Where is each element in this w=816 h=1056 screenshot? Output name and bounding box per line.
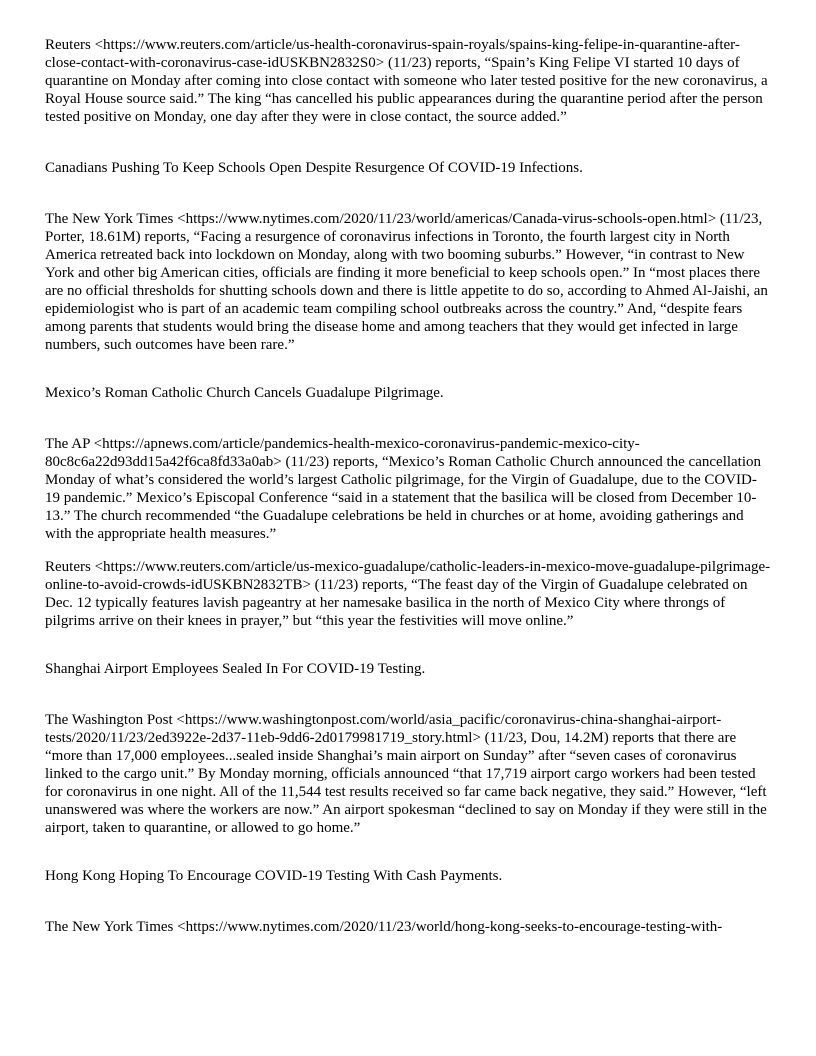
headline-canada-schools: Canadians Pushing To Keep Schools Open Despite Resurgence Of COVID-19 Infections. xyxy=(45,160,583,176)
article-paragraph-mexico-ap: The AP <https://apnews.com/article/pandemics-health-mexico-coronavirus-pandemic-mexico-city-80c8c6a22d93dd15a42f6ca8fd33a0ab> (11/23) reports, “Mexico’s Roman Catholic Church announced the cancellation Monday of what’s considered the world’s largest Catholic pilgrimage, for the Virgin of Guadalupe, due to the COVID-19 pandemic.” Mexico’s Episcopal Conference “said in a statement that the basilica will be closed from December 10-13.” The church recommended “the Guadalupe celebrations be held in churches or at home, avoiding gatherings and with the appropriate health measures.” xyxy=(45,436,762,542)
article-paragraph-canada-schools: The New York Times <https://www.nytimes.com/2020/11/23/world/americas/Canada-virus-schools-open.html> (11/23, Porter, 18.61M) reports, “Facing a resurgence of coronavirus infections in Toronto, the fourth largest city in North America retreated back into lockdown on Monday, along with two booming suburbs.” However, “in contrast to New York and other big American cities, officials are finding it more beneficial to keep schools open.” In “most places there are no official thresholds for shutting schools down and there is little appetite to do so, according to Ahmed Al-Jaishi, an epidemiologist who is part of an academic team compiling school outbreaks across the country.” And, “despite fears among parents that students would bring the disease home and among teachers that they would get infected in large numbers, such outcomes have been rare.” xyxy=(45,211,768,353)
headline-hong-kong-testing: Hong Kong Hoping To Encourage COVID-19 Testing With Cash Payments. xyxy=(45,868,503,884)
headline-shanghai-airport: Shanghai Airport Employees Sealed In For COVID-19 Testing. xyxy=(45,661,426,677)
headline-mexico-pilgrimage: Mexico’s Roman Catholic Church Cancels Guadalupe Pilgrimage. xyxy=(45,385,444,401)
document-page xyxy=(45,36,771,951)
article-paragraph-hong-kong: The New York Times <https://www.nytimes.com/2020/11/23/world/hong-kong-seeks-to-encourage-testing-with- xyxy=(45,919,723,935)
article-paragraph-shanghai-airport: The Washington Post <https://www.washingtonpost.com/world/asia_pacific/coronavirus-china-shanghai-airport-tests/2020/11/23/2ed3922e-2d37-11eb-9dd6-2d0179981719_story.html> (11/23, Dou, 14.2M) reports that there are “more than 17,000 employees...sealed inside Shanghai’s main airport on Sunday” after “seven cases of coronavirus linked to the cargo unit.” By Monday morning, officials announced “that 17,719 airport cargo workers had been tested for coronavirus in one night. All of the 11,544 test results received so far came back negative, they said.” However, “left unanswered was where the workers are now.” An airport spokesman “declined to say on Monday if they were still in the airport, taken to quarantine, or allowed to go home.” xyxy=(45,712,767,836)
article-paragraph-spain-king: Reuters <https://www.reuters.com/article/us-health-coronavirus-spain-royals/spains-king-felipe-in-quarantine-after-close-contact-with-coronavirus-case-idUSKBN2832S0> (11/23) reports, “Spain’s King Felipe VI started 10 days of quarantine on Monday after coming into close contact with someone who later tested positive for the new coronavirus, a Royal House source said.” The king “has cancelled his public appearances during the quarantine period after the person tested positive on Monday, one day after they were in close contact, the source added.” xyxy=(45,37,768,125)
article-paragraph-mexico-reuters: Reuters <https://www.reuters.com/article/us-mexico-guadalupe/catholic-leaders-in-mexico-move-guadalupe-pilgrimage-online-to-avoid-crowds-idUSKBN2832TB> (11/23) reports, “The feast day of the Virgin of Guadalupe celebrated on Dec. 12 typically features lavish pageantry at her namesake basilica in the north of Mexico City where throngs of pilgrims arrive on their knees in prayer,” but “this year the festivities will move online.” xyxy=(45,559,771,629)
